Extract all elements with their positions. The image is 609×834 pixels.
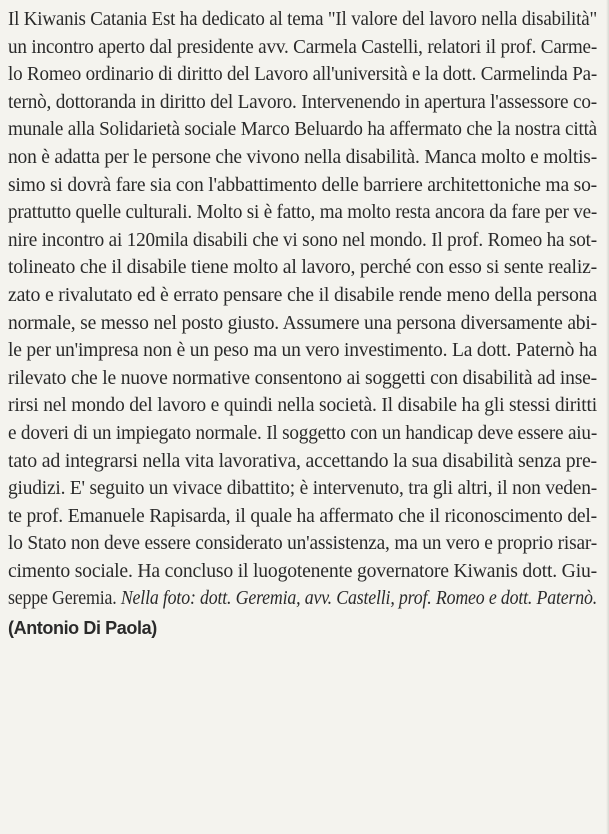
photo-caption: Nella foto: dott. Geremia, avv. Castelli, prof. Romeo e dott. Paternò. <box>120 587 598 610</box>
article-line: non è adatta per le persone che vivono nella disabilità. Manca molto e moltis- <box>8 145 597 168</box>
article-body <box>8 6 601 585</box>
article-line: normale, se messo nel posto giusto. Assumere una persona diversamente abi- <box>8 311 597 334</box>
article-line: ternò, dottoranda in diritto del Lavoro. Intervenendo in apertura l'assessore co- <box>8 90 597 113</box>
article-line: tolineato che il disabile tiene molto al lavoro, perché con esso si sente realiz- <box>8 256 598 279</box>
byline: (Antonio Di Paola) <box>8 618 157 639</box>
article-line: simo si dovrà fare sia con l'abbattimento delle barriere architettoniche ma so- <box>8 173 598 196</box>
article-line: tato ad integrarsi nella vita lavorativa, accettando la sua disabilità senza pre- <box>8 449 597 472</box>
article-line: munale alla Solidarietà sociale Marco Beluardo ha affermato che la nostra città <box>8 118 597 141</box>
article-line: e doveri di un impiegato normale. Il soggetto con un handicap deve essere aiu- <box>8 421 598 444</box>
article-line: rilevato che le nuove normative consentono ai soggetti con disabilità ad inse- <box>8 366 598 389</box>
article-line: cimento sociale. Ha concluso il luogotenente governatore Kiwanis dott. Giu- <box>8 559 597 582</box>
article-line: zato e rivalutato ed è errato pensare che il disabile rende meno della persona <box>8 283 597 306</box>
article-line: le per un'impresa non è un peso ma un vero investimento. La dott. Paternò ha <box>8 339 598 362</box>
article-line: nire incontro ai 120mila disabili che vi sono nel mondo. Il prof. Romeo ha sot- <box>8 228 597 251</box>
article-line: rirsi nel mondo del lavoro e quindi nella società. Il disabile ha gli stessi diritti <box>8 394 597 417</box>
article-line: te prof. Emanuele Rapisarda, il quale ha affermato che il riconoscimento del- <box>8 504 598 527</box>
article-line: lo Stato non deve essere considerato un'assistenza, ma un vero e proprio risar- <box>8 532 597 555</box>
article-line: Il Kiwanis Catania Est ha dedicato al tema "Il valore del lavoro nella disabilità" <box>8 8 598 30</box>
article-final-text: seppe Geremia. <box>8 587 121 610</box>
article-line: giudizi. E' seguito un vivace dibattito; è intervenuto, tra gli altri, il non veden- <box>8 477 598 500</box>
article-line: un incontro aperto dal presidente avv. Carmela Castelli, relatori il prof. Carme- <box>8 35 598 58</box>
article-line: lo Romeo ordinario di diritto del Lavoro all'università e la dott. Carmelinda Pa- <box>8 63 598 86</box>
article-line: prattutto quelle culturali. Molto si è fatto, ma molto resta ancora da fare per ve- <box>8 201 598 224</box>
article-final-line <box>8 585 601 613</box>
